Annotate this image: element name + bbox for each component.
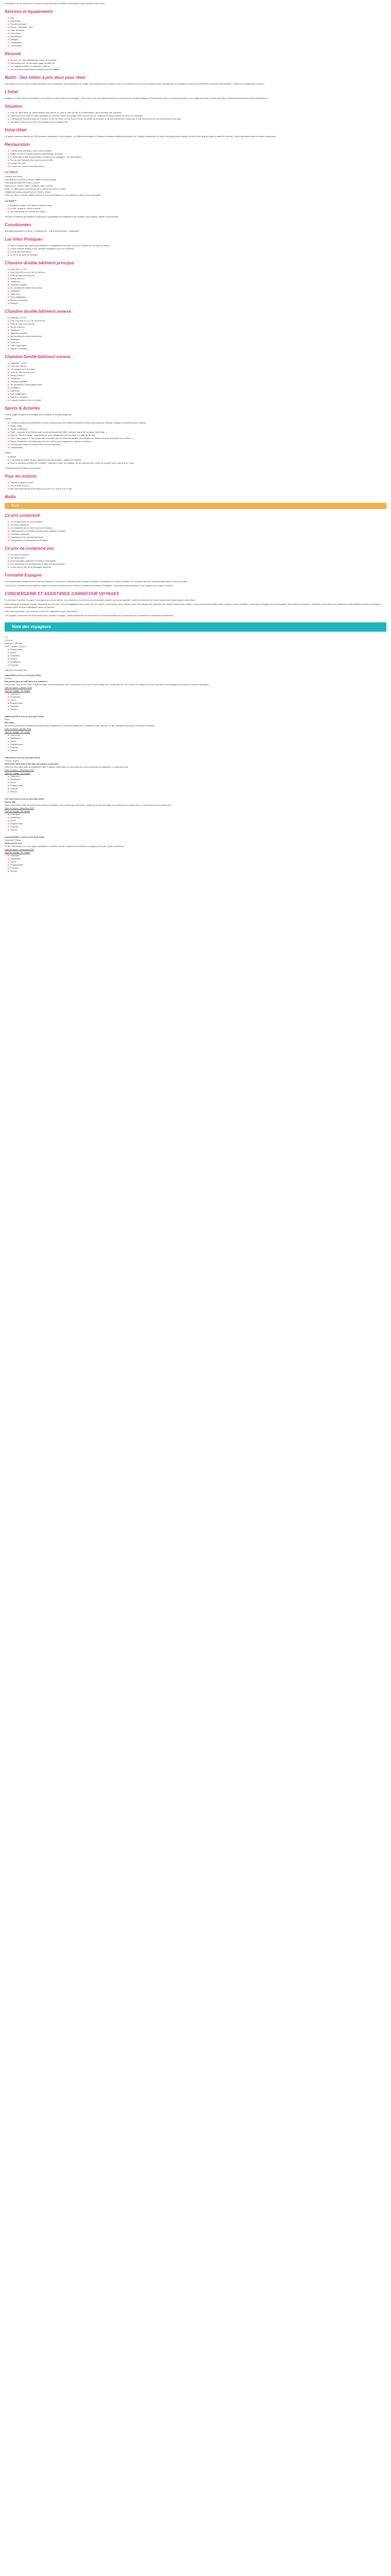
review-header: bluebird790EU a écrit un avis (mai 2024) (5, 836, 44, 838)
criteria-item: Qualité/prix (8, 778, 386, 781)
list-item: 2 restaurants à thème (spécialités canariennes et asiatiques - sur réservation) (8, 156, 386, 159)
list-item: 1 lit canapé pour un enfant (8, 368, 386, 371)
text-line: Petit-déjeuner tardif de 10h30 à 11h30 (5, 181, 40, 184)
review-from: Anderre (5, 677, 12, 680)
sports-text: Grande plage de sable fin aménagée avec parasols et transats (payants). (5, 413, 72, 416)
list-item: Sèche-cheveux (8, 326, 386, 329)
list-item: Petit réfrigérateur (8, 393, 386, 396)
list-item: Air conditionné central (saisonnier) (8, 383, 386, 386)
list-item: Superficie : 30 m² (8, 316, 386, 319)
list-item: Propreté (8, 664, 386, 667)
list-item: Douce correcte exigée le soir, pantalon obligatoire pour les messieurs (8, 247, 386, 250)
list-item: Profil : programme de fitness (avec coach professionnel) (Wifi, Intensive, Aqua Fit, Aerobics, Stretching…) (8, 431, 386, 434)
list-item: Piscine extérieure (8, 23, 386, 26)
situation-list (8, 111, 386, 124)
list-item: Un magnifique buffet et restaurant à thème. (8, 65, 386, 68)
review-title: Vacances de rêve (5, 842, 22, 844)
table-lines (5, 175, 386, 197)
list-item: Les prestations non mentionnées et dépenses personnelles (8, 563, 386, 566)
list-item: Discothèque intérieure (ouverte deux fois par semaine) (8, 443, 386, 446)
list-item: 2 lits 160×200 cm ou 1 lit 110×200 cm (8, 271, 386, 274)
ceprix-list (8, 520, 386, 542)
criteria-item: Propreté (8, 705, 386, 708)
mallis-bar: Étoile (5, 503, 386, 509)
list-item: Superficie : 27 m² (8, 268, 386, 271)
list-item: Balcon ou terrasse (8, 299, 386, 302)
list-item: Balcon ou terrasse (8, 347, 386, 350)
list-item: Canapé chambres sont en duplex (8, 399, 386, 402)
list-item: Au bar: gratuit de 10h00 à minuit (8, 207, 386, 210)
review (5, 756, 386, 793)
infos-list (8, 244, 386, 257)
resume-list (8, 59, 386, 71)
services-list (8, 16, 386, 47)
sports-title: Sports & Activités (5, 406, 40, 411)
rating-source: 2022 Travelers' Choice (5, 645, 26, 648)
resume-title: Résumé (5, 52, 21, 56)
review-body: Hôtel très bien situé mais aménagement daté. L'équipe d'animation est très présente, tout le personnel est agréable. Le buffet est varié. (5, 766, 129, 768)
review-header: FrancoisA a écrit un avis (juin 2024) (5, 756, 40, 759)
list-item: Billard (8, 455, 386, 459)
list-item: Conciergerie (8, 44, 386, 47)
concierge-p1: En réservant Carrefour Voyages Conciergerie pour votre séjour, vous bénéficiez d'un service de conciergerie complet, qui saura répondre à toutes vos attentes de confort avant votre départ jusqu'à votre retour. (5, 599, 196, 601)
list-item: Les transferts aller et retour (selon la formule) (8, 527, 386, 530)
page (0, 0, 391, 873)
formalites-text: Les ressortissants français peuvent être en possession d'une pièce d'identité (carte nationale d'identité ou passeport) en cours de validité. Ce document doit être valide pendant toute la durée du séjour. (5, 580, 188, 583)
review-criteria (8, 692, 386, 711)
list-item: L'hébergement en chambre double (selon catégorie choisie) (8, 530, 386, 533)
list-item: 2 lits 150×200 cm ou 1 lit 110×200 cm (8, 319, 386, 323)
list-item: Sèche-cheveux (8, 277, 386, 280)
list-item: Ventilateur (8, 290, 386, 293)
text-line: Formule tout inclus (5, 175, 22, 178)
enfants-list (8, 481, 386, 490)
criteria-item: Emplacement (8, 822, 386, 825)
reviews-list (5, 674, 386, 873)
bar-note: *Service à boissons alcoolisées et restaurants susceptibles de modification par l'hôtelier sans préavis, valable à titre indicatif. (5, 215, 119, 218)
sports-paid-title: Payant : (5, 451, 12, 454)
bar-title: LE BAR** (5, 200, 17, 203)
criteria-item: Literie (8, 740, 386, 743)
criteria-item: Emplacement (8, 702, 386, 705)
rating-criteria (8, 648, 386, 667)
list-item: À 100 m de l'arrêt de navettes (8, 253, 386, 257)
list-item: 2 restaurants principaux dont 1 avec terrasse (8, 149, 386, 152)
list-item: Salle de bain avec douche (8, 274, 386, 277)
list-item: Les taxes d'aéroport (8, 523, 386, 527)
list-item: Amphithéâtre (8, 446, 386, 449)
review-title: Pas pendu pour de suffi dans les chambres (5, 680, 47, 683)
criteria-item: Literie (8, 699, 386, 702)
list-item: Salle de bain avec douche (8, 371, 386, 374)
criteria-item: Chambres (8, 734, 386, 737)
criteria-item: Literie (8, 860, 386, 863)
sports-free-title: Gratuit : (5, 417, 12, 420)
mallin-text: Des hôtels à prix doux pour profiter pleinement de la destination, sans dépenser son budget. Des établissements simples, avec les services dont vous avez vraiment besoin, parfaits pour les voyageurs curieux qui cherchent à découvrir sans superflu. L'idéal pour voyager plus souvent ! (5, 82, 265, 85)
list-item: Vous au cœur dans un environnement très naturel, au sein du parc de l'Île de Fuerteventura, dans l'archipel des Canaries. (8, 111, 386, 114)
votrehotel-text: Ce grand complexe dispose de 306 chambres organisées en deux parties : un bâtiment principal de 6 étages et plusieurs bâtiments annexes de 2 étages directement au cœur d'un grand jardin tropical, au bord d'une grande plage de sable fin. Internet : accès wifi gratuit dans les parties communes. (5, 135, 276, 138)
votrehotel-title: Votre Hôtel (5, 128, 27, 132)
criteria-item: Service (8, 749, 386, 752)
criteria-item: Literie (8, 819, 386, 822)
list-item: L'aéroport de Fuerteventura est à environ 40 km de l'hôtel, et il se trouve à 5 km du centre de la station et de ses commerces, tandis que la ville est à 50 km de ses restaurants et ses bars. (8, 117, 386, 121)
review (5, 674, 386, 711)
list-item: Téléphone (8, 329, 386, 332)
list-item: Des chambres spacieuses et idéales pour les familles. (8, 68, 386, 71)
list-item: Discothèque (8, 35, 386, 38)
review-body: Nous avons fait le choix de passer une semaine en famille, nous n'avons pas été déçus : l'hôtel est en bord de plage, les chambres sont spacieuses. Le personnel est aux petits soins. (5, 804, 172, 806)
review (5, 715, 386, 752)
criteria-item: Chambres (8, 692, 386, 696)
mallin-title: Mallin : Des hôtels à prix doux pour rêver (5, 75, 86, 80)
list-item: Coffre-fort (8, 293, 386, 296)
concierge-p4: Vos voyages commencent et se terminent avec Carrefour Voyages, profitez pleinement de votre séjour en toute tranquillité avec nos services de conciergerie et d'assistance disponibles. (5, 614, 174, 617)
review (5, 798, 386, 832)
review-header: Vue verte écrit a écrit un avis (mai 2024) (5, 798, 44, 800)
list-item: Télévision satellite (8, 332, 386, 335)
list-item: Téléphone (8, 280, 386, 283)
table-title: LA TABLE* (5, 171, 19, 174)
list-item: Wifi (8, 16, 386, 20)
list-item: Salle de bain avec douche (8, 323, 386, 326)
rating-summary (5, 636, 386, 672)
list-item: Lounge bar, pool (8, 162, 386, 165)
list-item: Petit réfrigérateur (8, 296, 386, 299)
sports-free-list (8, 421, 386, 449)
criteria-item: Qualité/prix (8, 857, 386, 860)
hotel-text: Imaginez un hôtel club tout ensoleillé en bas milieu d'un site préservé et sauvage… Vous êtes au Rio Ohio Beach Resort, sur les dunes de Corralejo Playas, à Fuerteventura, face à un océan turquoise et une plage qui s'étire à l'infini. Bien situé, l'hôtel est parmi les plus belles destinations ! (5, 97, 268, 99)
list-item: Salle de fitness et salon : chaussures de sport obligatoires pour accéder à la salle de fitness) (8, 434, 386, 437)
concierge-p3: Dès votre réservation, vous recevrez un lien vers l'application pour vous inscrire. (5, 610, 78, 613)
list-item: Literie (8, 651, 386, 654)
list-item: Club enfant jusqu'à 12 ans (supervisé et encadré par du personnel qualifié, jeux de plein air, ateliers de jeux de sportifs, de peinture…) (8, 437, 386, 440)
criteria-item: Propreté (8, 867, 386, 870)
list-item: Au cœur du Club Pallantia des dunes de Corralejo, (8, 59, 386, 62)
review-date: Date du séjour : décembre 2023 (5, 769, 35, 771)
room2-title: Chambre double bâtiment annexe (5, 309, 71, 314)
criteria-item: Propreté (8, 825, 386, 828)
list-item: 2 lits 105×200 cm (8, 365, 386, 368)
review-header: isabelle427RV a écrit un avis (juin 2024) (5, 715, 44, 718)
list-item: Club enfant (8, 32, 386, 35)
list-item: Les garanties et assurances de Premium (8, 539, 386, 542)
criteria-item: Chambres (8, 775, 386, 778)
review-criteria (8, 813, 386, 832)
list-item: Un bar avec terrasse (bar snack ouvert en été) (8, 159, 386, 162)
review-body: Le Rio Ohio Beach a un bon rapport qualité/prix, excellent accueil, emplacement idéal avec la plage à deux pas. Nous reviendrons. (5, 845, 124, 848)
services-title: Services et équipements (5, 9, 53, 14)
text-line: Dîner : en alternance au snack-bar de la piscine de 13h00 à 15h00 (5, 188, 66, 190)
room1-list (8, 268, 386, 305)
review-type: Type de voyage : En couple (5, 731, 30, 733)
list-item: Téléphone (8, 377, 386, 380)
rating-score: 4,6 (5, 636, 8, 638)
list-item: La pension complète (8, 533, 386, 536)
list-item: Coffre-fort (8, 341, 386, 344)
list-item: Sauna - Hammam - Spa (8, 26, 386, 29)
list-item: À proximité au stable Ryodo* (plusieurs fois par semaine - ateliers et enfants) (8, 459, 386, 462)
list-item: Superficie : 33 m² (8, 362, 386, 365)
review-type: Type de voyage : En couple (5, 772, 30, 774)
concierge-title: CONCIERGERIE ET ASSISTANCE CARREFOUR VOYAGES (5, 591, 119, 596)
list-item: Télévision satellite (8, 283, 386, 286)
list-item: Le vol aller/retour sur vols réguliers (8, 520, 386, 523)
list-item: Petit réfrigérateur (8, 344, 386, 347)
list-item: Service (8, 657, 386, 660)
rating-label: Très bon (5, 639, 13, 641)
list-item: Ventilateur (8, 338, 386, 341)
list-item: Sèche-cheveux (8, 374, 386, 377)
review-criteria (8, 775, 386, 793)
review-body: Pour la prix c'est un bon hôtel. Plage très belle, les restaurants au top. Il faut prévoir une bonne crème solaire car le soleil tape fort. Par contre, les chambres ne sont pas assez bien équipées au niveau de l'isolation phonique. (5, 683, 209, 686)
criteria-item: Emplacement (8, 863, 386, 867)
concierge-p2: Notre équipe de concierge, experte, disponible et à l'écoute, vous accompagnera tout au long de votre séjour. Vous pourrez nous solliciter avant votre départ pour organiser des visites, réserver une activité, ou pour tout service relatif à votre voyage en cours de séjour. Conciergerie Voyages vous accompagne dans toutes les situations : transferts, réservations de restaurants, visites guidées, tickets de spectacle, transport privé, services spécifiques selon vos besoins. (5, 603, 382, 608)
ceprix-title: Ce prix comprend (5, 513, 40, 518)
sports-note: * Indépendante de l'hôtel et non gérées (5, 467, 41, 469)
room3-title: Chambre famille bâtiment annexe (5, 354, 71, 359)
coords-title: Coordonnées (5, 223, 31, 227)
review-title: Nuit au Rio (5, 801, 16, 803)
list-item: Coffre-fort (8, 389, 386, 393)
list-item: Il n'est des ascenseurs (8, 250, 386, 253)
list-item: Minigolf (8, 302, 386, 305)
criteria-item: Service (8, 790, 386, 793)
criteria-item: Chambres (8, 813, 386, 816)
situation-title: Situation (5, 104, 23, 109)
list-item: Climatisation (8, 41, 386, 44)
list-item: Les surcharges carburant et transport éventuelles (8, 560, 386, 563)
formalites-title: Formalité Espagne (5, 573, 42, 578)
neprix-title: Ce prix ne comprend pas (5, 546, 54, 551)
criteria-item: Emplacement (8, 784, 386, 787)
room1-title: Chambre double bâtiment principal (5, 261, 74, 265)
review-criteria (8, 854, 386, 873)
list-item: Terrain multisports (8, 428, 386, 431)
list-item: Dans le plupart des hôtels internationaux, l'enregistrement se fait à 14h pour l'arrivée et à 12h pour le départ (8, 244, 386, 247)
criteria-item: Chambres (8, 854, 386, 857)
list-item: Sport le quelques activités de la station* : planche à voile, ski nautique, jet ski, banana boat, centre de plongée sous-marine (env. 3 km) (8, 462, 386, 465)
neprix-list (8, 553, 386, 569)
hotel-title: L'hôtel (5, 90, 18, 94)
review-date: Date du séjour : décembre 2023 (5, 807, 35, 809)
list-item: Télévision satellite (8, 380, 386, 383)
list-item: L'assistance d'un représentant local (8, 536, 386, 539)
list-item: Ventilateur (8, 386, 386, 389)
list-item: 2 piscines extérieures (chauffées en hiver), piscines pour les enfants (chauffée en hiver) avec parasols, transats, matelas et serviettes (avec caution) (8, 421, 386, 425)
list-item: Boutique (8, 38, 386, 41)
list-item: Équipe d'animation internationale pour des soirées (avec spectacles, cabaret, mini-disco) (8, 440, 386, 443)
list-item: Qualité/prix (8, 660, 386, 664)
list-item: Les frais de services (8, 553, 386, 556)
criteria-item: Service (8, 708, 386, 711)
room2-list (8, 316, 386, 350)
list-item: Aux restaurants aux heures des repas (8, 210, 386, 213)
criteria-item: Literie (8, 781, 386, 784)
review-criteria (8, 734, 386, 752)
review-body: Bel hôtel avec très bon emplacement mais aucun réalissent les chambres réellement. Le buffet du matin très bon, un peu répétitif sur la durée. Personnel très gentil. (5, 724, 155, 727)
list-item: L'hôtel se trouve donc en cadre privilégié, au pied des dunes où la plage s'étire à perte de vue, longeant les eaux ventées de Lobos et Lanzarote. (8, 114, 386, 117)
list-item: Directement sur une immense plage de sable fin. (8, 62, 386, 65)
list-item: Air conditionné central (saisonnier) (8, 286, 386, 290)
list-item: Mini-club international (Flo)-et(ayo) pour les 4 à 7 ans et 8 à 12 ans (8, 487, 386, 490)
criteria-item: Propreté (8, 746, 386, 749)
criteria-item: Qualité/prix (8, 737, 386, 740)
review-title: Bon hôtel (5, 721, 14, 724)
restauration-list (8, 149, 386, 168)
review-from: Thonon, France (5, 759, 20, 762)
rating-summary-text: Voté les 5 dernières avis (5, 669, 27, 671)
review-from: Vermoulle, France (5, 839, 22, 841)
rating-based: basé sur 7 450 Avis (5, 642, 23, 645)
formalites-text2: Vous pouvez consulter les formalités de santé et de police directement sur le site du ministère des Affaires Étrangères : https://www.diplomatie.gouv.fr (en cliquant sur le pays concerné). (5, 584, 174, 587)
review-title: Hôtel bien situé mais vieilli dans les parties communes (5, 762, 59, 765)
list-item: 1 snack bar, ouvert le chaque piscine (8, 165, 386, 168)
criteria-item: Qualité/prix (8, 696, 386, 699)
review (5, 836, 386, 873)
review-type: Type de voyage : En couple (5, 689, 30, 692)
list-item: Les assurances (8, 556, 386, 560)
infos-title: Les Infos Pratiques (5, 237, 43, 242)
list-item: Chambres (8, 654, 386, 657)
criteria-item: Propreté (8, 787, 386, 790)
review-from: Paris (5, 718, 10, 721)
list-item: Piscine à bassin en hiver (8, 481, 386, 484)
enfants-title: Pour les enfants (5, 474, 37, 479)
text-line: Dîner de 18h30 à 22h00 • buffet à thème (2 fois par semaine) ou une restaurant à thème hors réservation (5, 194, 101, 196)
list-item: Buffets et thème cuisinés (cuisine internationale et locale) (8, 152, 386, 156)
review-header: supportfbd a écrit un avis (juin 2024) (5, 674, 41, 676)
list-item: Aire et salle de jeux (8, 484, 386, 487)
list-item: Corralejo se trouve à 10 km et des plages sont à quelques pas. (8, 121, 386, 124)
list-item: Restaurant (8, 20, 386, 23)
review-type: Type de voyage : En couple (5, 851, 30, 854)
mallis-title: Mallis (5, 495, 17, 499)
criteria-item: Service (8, 828, 386, 832)
sports-paid-list (8, 455, 386, 465)
review-date: Date du séjour : octobre 2023 (5, 686, 32, 689)
list-item: Balcon ou terrasse (8, 396, 386, 399)
bar-list (8, 204, 386, 213)
list-item: Air conditionné central (saisonnier) (8, 335, 386, 338)
coords-text: AVENIDA GRANDES PLAYAS · CORRALEJO · FUERTEVENTURA · CANARIES (5, 230, 79, 232)
text-line: Déjeuner de 13h00 à 15h00 • buffet et show cooking (5, 184, 53, 187)
review-date: Date du séjour : janvier 2024 (5, 727, 31, 730)
review-date: Date du séjour : décembre 2023 (5, 848, 35, 851)
reviews-header: Note des voyageurs (5, 622, 386, 632)
text-line: Petit-déjeuner de 8h00 à 10h30 • buffet et show cooking (5, 178, 56, 181)
list-item: Emplacement (8, 648, 386, 651)
text-line: Collations/snacking disponibles de 10h30 à minuit (5, 191, 51, 193)
room3-list (8, 362, 386, 402)
list-item: Le lien vers le site de la compagnie aérienne (8, 566, 386, 569)
intro-line: Description Ce prix comprend • Ce prix ne comprend pas Formalités Conciergerie Logo Impulsion/ Avis Client (5, 2, 105, 5)
list-item: Salle de fitness (8, 29, 386, 32)
criteria-item: Emplacement (8, 743, 386, 746)
restauration-title: Restauration (5, 142, 30, 147)
list-item: Beach-volley (8, 425, 386, 428)
criteria-item: Qualité/prix (8, 816, 386, 819)
list-item: Boissons locales, soft drinks et alcools locaux (8, 204, 386, 207)
criteria-item: Service (8, 870, 386, 873)
review-type: Type de voyage : En famille (5, 810, 30, 812)
